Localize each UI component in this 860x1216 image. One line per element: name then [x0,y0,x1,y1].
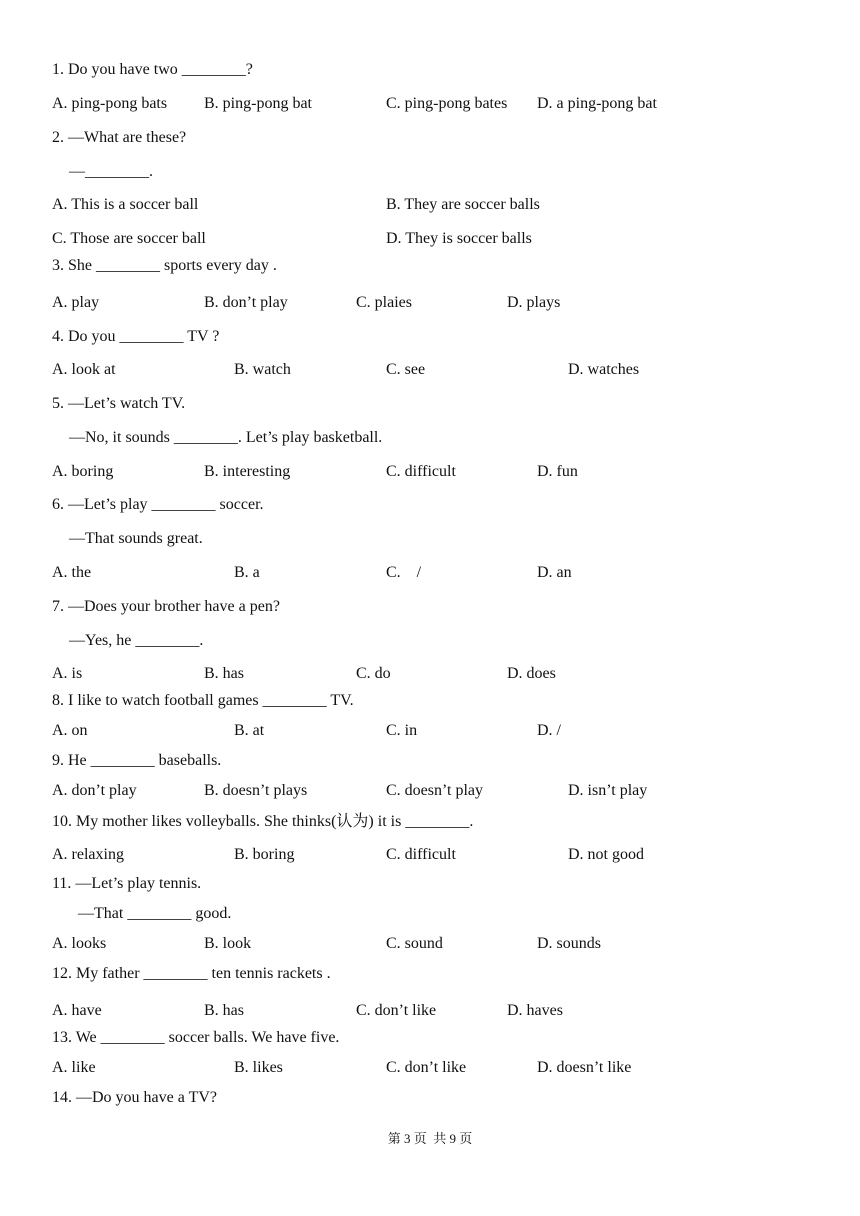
option-a: A. look at [52,361,116,378]
option-d: D. a ping-pong bat [537,95,657,112]
option-b: B. boring [234,846,295,863]
option-c: C. plaies [356,294,412,311]
question-stem: 6. —Let’s play ________ soccer. [52,496,264,513]
option-c: C. do [356,665,391,682]
option-a: A. relaxing [52,846,124,863]
question-reply: —No, it sounds ________. Let’s play basketball. [69,429,383,446]
option-b: B. doesn’t plays [204,782,308,799]
option-b: B. a [234,564,260,581]
option-a: A. on [52,722,88,739]
question-reply: —That ________ good. [78,905,232,922]
option-d: D. plays [507,294,561,311]
option-a: A. looks [52,935,107,952]
option-d: D. sounds [537,935,602,952]
option-a: A. have [52,1002,102,1019]
option-a: A. is [52,665,83,682]
option-d: D. isn’t play [568,782,648,799]
option-d: D. / [537,722,561,739]
question-stem: 8. I like to watch football games ________ TV. [52,692,354,709]
option-a: A. ping-pong bats [52,95,168,112]
option-b: B. watch [234,361,291,378]
option-a: A. like [52,1059,96,1076]
question-stem: 3. She ________ sports every day . [52,257,277,274]
question-stem: 11. —Let’s play tennis. [52,875,202,892]
option-b: B. They are soccer balls [386,196,540,213]
question-stem: 1. Do you have two ________? [52,61,253,78]
question-stem: 14. —Do you have a TV? [52,1089,217,1106]
option-a: A. don’t play [52,782,137,799]
option-d: D. fun [537,463,578,480]
option-a: A. boring [52,463,114,480]
option-d: D. haves [507,1002,563,1019]
option-c: C. doesn’t play [386,782,484,799]
option-b: B. don’t play [204,294,288,311]
question-stem: 13. We ________ soccer balls. We have five. [52,1029,340,1046]
question-stem: 7. —Does your brother have a pen? [52,598,280,615]
option-c: C. in [386,722,418,739]
option-d: D. does [507,665,556,682]
option-c: C. / [386,564,422,581]
option-b: B. likes [234,1059,283,1076]
option-a: A. This is a soccer ball [52,196,199,213]
question-reply: —________. [69,163,153,180]
option-b: B. has [204,665,244,682]
question-stem: 4. Do you ________ TV ? [52,328,220,345]
option-d: D. watches [568,361,640,378]
question-stem: 12. My father ________ ten tennis rackets . [52,965,331,982]
option-c: C. Those are soccer ball [52,230,206,247]
option-b: B. look [204,935,252,952]
page-footer: 第 3 页 共 9 页 [387,1131,473,1146]
option-d: D. not good [568,846,644,863]
option-c: C. don’t like [386,1059,467,1076]
option-c: C. don’t like [356,1002,437,1019]
option-a: A. play [52,294,100,311]
option-c: C. difficult [386,463,456,480]
question-stem: 9. He ________ baseballs. [52,752,222,769]
option-b: B. interesting [204,463,291,480]
option-b: B. ping-pong bat [204,95,312,112]
option-c: C. difficult [386,846,456,863]
question-reply: —That sounds great. [69,530,203,547]
question-reply: —Yes, he ________. [69,632,204,649]
option-a: A. the [52,564,92,581]
option-d: D. an [537,564,572,581]
option-d: D. doesn’t like [537,1059,632,1076]
option-b: B. has [204,1002,244,1019]
option-c: C. see [386,361,426,378]
question-stem: 2. —What are these? [52,129,187,146]
question-stem: 5. —Let’s watch TV. [52,395,186,412]
option-d: D. They is soccer balls [386,230,532,247]
option-b: B. at [234,722,265,739]
option-c: C. ping-pong bates [386,95,508,112]
option-c: C. sound [386,935,443,952]
question-stem: 10. My mother likes volleyballs. She thinks(认为) it is ________. [52,813,474,830]
